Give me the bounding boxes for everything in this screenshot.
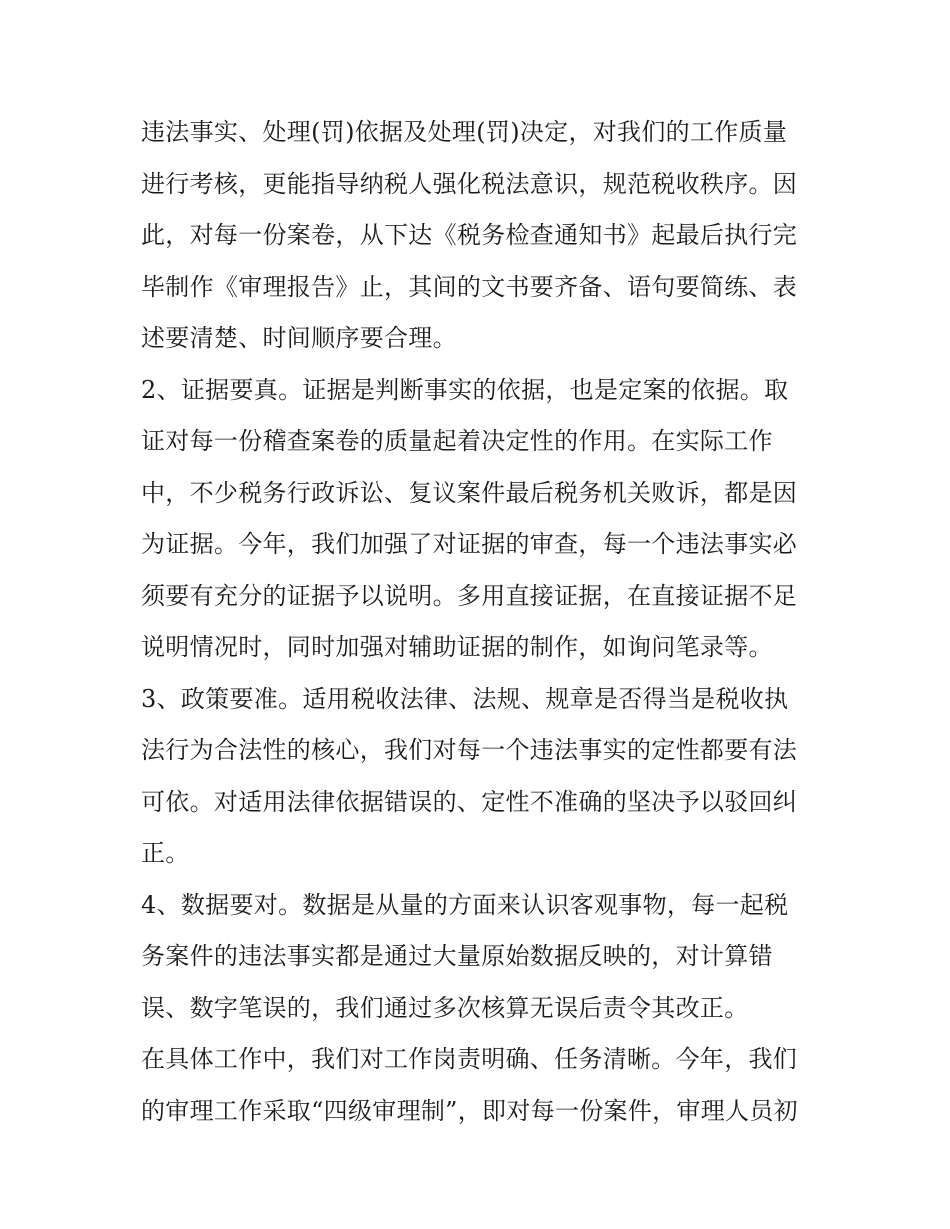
text-line: 4、数据要对。数据是从量的方面来认识客观事物，每一起税 [141, 890, 789, 919]
text-line: 正。 [141, 839, 190, 867]
document-body-text [141, 107, 831, 1137]
text-line: 3、政策要准。适用税收法律、法规、规章是否得当是税收执 [141, 684, 789, 713]
text-line: 须要有充分的证据予以说明。多用直接证据，在直接证据不足 [141, 581, 798, 610]
text-line: 违法事实、处理(罚)依据及处理(罚)决定，对我们的工作质量 [141, 118, 788, 146]
text-line: 在具体工作中，我们对工作岗责明确、任务清晰。今年，我们 [141, 1045, 798, 1073]
text-line: 毕制作《审理报告》止，其间的文书要齐备、语句要简练、表 [141, 272, 798, 301]
text-line: 误、数字笔误的，我们通过多次核算无误后责令其改正。 [141, 993, 749, 1022]
text-line: 为证据。今年，我们加强了对证据的审查，每一个违法事实必 [141, 530, 798, 558]
text-line: 可依。对适用法律依据错误的、定性不准确的坚决予以驳回纠 [141, 787, 798, 816]
text-line: 2、证据要真。证据是判断事实的依据，也是定案的依据。取 [141, 375, 789, 404]
text-line: 进行考核，更能指导纳税人强化税法意识，规范税收秩序。因 [141, 169, 798, 198]
text-line: 中，不少税务行政诉讼、复议案件最后税务机关败诉，都是因 [141, 478, 798, 507]
text-line: 述要清楚、时间顺序要合理。 [141, 324, 457, 352]
text-line: 此，对每一份案卷，从下达《税务检查通知书》起最后执行完 [141, 221, 798, 249]
text-line: 证对每一份稽查案卷的质量起着决定性的作用。在实际工作 [141, 427, 773, 455]
text-line: 的审理工作采取“四级审理制”，即对每一份案件，审理人员初 [141, 1096, 798, 1125]
text-line: 务案件的违法事实都是通过大量原始数据反映的，对计算错 [141, 942, 773, 970]
text-line: 法行为合法性的核心，我们对每一个违法事实的定性都要有法 [141, 736, 798, 764]
text-line: 说明情况时，同时加强对辅助证据的制作，如询问笔录等。 [141, 633, 773, 661]
